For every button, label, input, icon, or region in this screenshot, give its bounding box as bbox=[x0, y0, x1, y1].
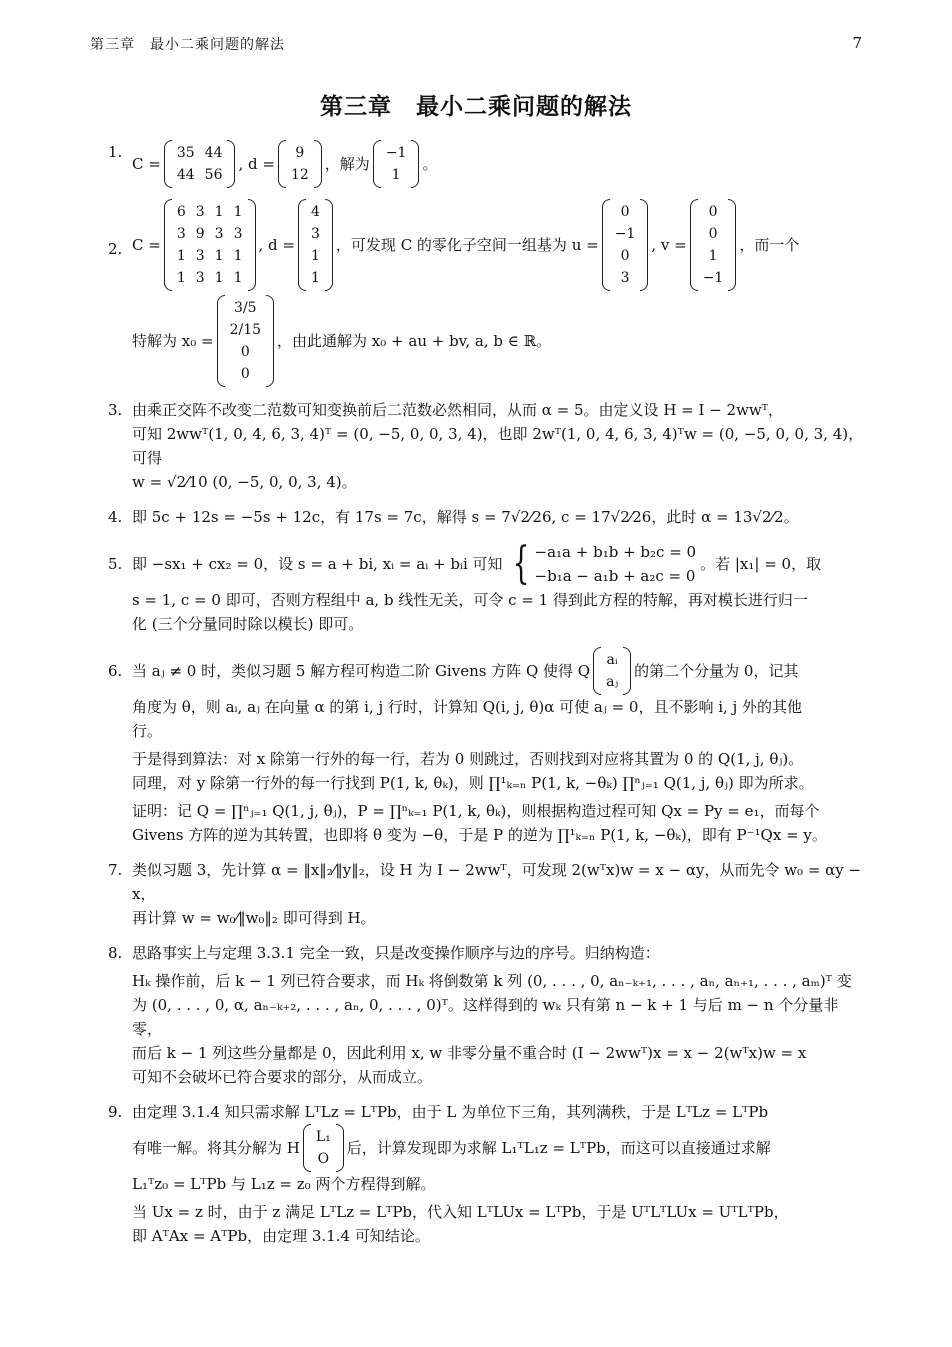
text-segment: 。若 |x₁| = 0，取 bbox=[700, 555, 822, 573]
page-number: 7 bbox=[852, 34, 862, 52]
text-line: 当 Ux = z 时，由于 z 满足 LᵀLz = LᵀPb，代入知 LᵀLUx = LᵀPb，于是 UᵀLᵀLUx = UᵀLᵀPb， bbox=[132, 1203, 789, 1221]
text-line: w = √2⁄10 (0, −5, 0, 0, 3, 4)。 bbox=[132, 473, 357, 491]
vector-d: 9 12 bbox=[278, 140, 322, 188]
solutions-list bbox=[108, 140, 866, 1259]
text-line: L₁ᵀz₀ = LᵀPb 与 L₁z = z₀ 两个方程得到解。 bbox=[132, 1175, 436, 1193]
text-segment: 。 bbox=[422, 155, 438, 173]
text-segment: , d = bbox=[238, 155, 275, 173]
problem-number: 3. bbox=[108, 401, 123, 419]
problem-number: 6. bbox=[108, 662, 123, 680]
vector-u: 0 −1 0 3 bbox=[602, 199, 649, 291]
problem-number: 9. bbox=[108, 1103, 123, 1121]
vector-d: 4 3 1 1 bbox=[298, 199, 333, 291]
text-line: 即 AᵀAx = AᵀPb，由定理 3.1.4 可知结论。 bbox=[132, 1227, 430, 1245]
text-segment: C = bbox=[132, 155, 161, 173]
text-line: Hₖ 操作前，后 k − 1 列已符合要求，而 Hₖ 将倒数第 k 列 (0, . . . , 0, aₙ₋ₖ₊₁, . . . , aₙ, aₙ₊₁, . . . , aₘ)ᵀ 变 bbox=[132, 972, 852, 990]
problem-number: 5. bbox=[108, 555, 123, 573]
text-line: 可知 2wwᵀ(1, 0, 4, 6, 3, 4)ᵀ = (0, −5, 0, 0, 3, 4)，也即 2wᵀ(1, 0, 4, 6, 3, 4)ᵀw = (0, −5, 0, 0, 3, 4)，可得 bbox=[132, 425, 864, 467]
text-line: 即 5c + 12s = −5s + 12c，有 17s = 7c，解得 s = 7√2⁄26, c = 17√2⁄26，此时 α = 13√2⁄2。 bbox=[132, 508, 799, 526]
text-line: 类似习题 3，先计算 α = ‖x‖₂⁄‖y‖₂，设 H 为 I − 2wwᵀ，可发现 2(wᵀx)w = x − αy，从而先令 w₀ = αy − x， bbox=[132, 861, 862, 903]
text-segment: C = bbox=[132, 236, 161, 254]
running-header: 第三章 最小二乘问题的解法 bbox=[90, 37, 285, 53]
text-line: 思路事实上与定理 3.3.1 完全一致，只是改变操作顺序与边的序号。归纳构造： bbox=[132, 944, 660, 962]
matrix-C: 6 3 1 1 3 9 3 3 1 3 1 1 1 3 1 1 bbox=[164, 199, 256, 291]
problem-2 bbox=[108, 199, 866, 387]
text-segment: , d = bbox=[258, 236, 295, 254]
text-segment: 特解为 x₀ = bbox=[132, 332, 214, 350]
text-segment: 有唯一解。将其分解为 H bbox=[132, 1139, 300, 1157]
text-segment: ，由此通解为 x₀ + au + bv, a, b ∈ ℝ。 bbox=[277, 332, 552, 350]
text-segment: 后，计算发现即为求解 L₁ᵀL₁z = LᵀPb，而这可以直接通过求解 bbox=[346, 1139, 771, 1157]
problem-number: 2. bbox=[108, 240, 123, 258]
problem-3 bbox=[108, 398, 866, 494]
text-segment: ，解为 bbox=[324, 155, 370, 173]
equation-system bbox=[507, 540, 697, 588]
vector-ai-aj: aᵢ aⱼ bbox=[593, 647, 631, 695]
particular-solution: 3/5 2/15 0 0 bbox=[217, 295, 274, 387]
text-segment: ，可发现 C 的零化子空间一组基为 u = bbox=[335, 236, 599, 254]
text-segment: 的第二个分量为 0，记其 bbox=[634, 662, 799, 680]
problem-8 bbox=[108, 941, 866, 1089]
text-segment: 即 −sx₁ + cx₂ = 0，设 s = a + bi, xᵢ = aᵢ + bᵢi 可知 bbox=[132, 555, 503, 573]
block-vector: L₁ O bbox=[303, 1124, 344, 1172]
text-line: 而后 k − 1 列这些分量都是 0，因此利用 x, w 非零分量不重合时 (I − 2wwᵀ)x = x − 2(wᵀx)w = x bbox=[132, 1044, 807, 1062]
text-segment: 当 aⱼ ≠ 0 时，类似习题 5 解方程可构造二阶 Givens 方阵 Q 使得 Q bbox=[132, 662, 591, 680]
equation: −a₁a + b₁b + b₂c = 0 bbox=[534, 543, 697, 561]
problem-number: 8. bbox=[108, 944, 123, 962]
problem-number: 1. bbox=[108, 143, 123, 161]
problem-4 bbox=[108, 505, 866, 529]
problem-5 bbox=[108, 540, 866, 636]
text-segment: ，而一个 bbox=[739, 236, 800, 254]
text-segment: , v = bbox=[651, 236, 687, 254]
text-line: 角度为 θ，则 aᵢ, aⱼ 在向量 α 的第 i, j 行时，计算知 Q(i, j, θ)α 可使 aⱼ = 0，且不影响 i, j 外的其他 bbox=[132, 698, 802, 716]
problem-6 bbox=[108, 647, 866, 847]
text-line: 化 (三个分量同时除以模长) 即可。 bbox=[132, 615, 364, 633]
solution-vector: −1 1 bbox=[373, 140, 420, 188]
text-line: 于是得到算法：对 x 除第一行外的每一行，若为 0 则跳过，否则找到对应将其置为 0 的 Q(1, j, θⱼ)。 bbox=[132, 750, 804, 768]
problem-number: 7. bbox=[108, 861, 123, 879]
problem-1 bbox=[108, 140, 866, 188]
text-line: 由定理 3.1.4 知只需求解 LᵀLz = LᵀPb，由于 L 为单位下三角，其列满秩，于是 LᵀLz = LᵀPb bbox=[132, 1103, 769, 1121]
text-line: Givens 方阵的逆为其转置，也即将 θ 变为 −θ，于是 P 的逆为 ∏¹ₖ₌ₙ P(1, k, −θₖ)，即有 P⁻¹Qx = y。 bbox=[132, 826, 827, 844]
text-line: 为 (0, . . . , 0, α, aₙ₋ₖ₊₂, . . . , aₙ, 0, . . . , 0)ᵀ。这样得到的 wₖ 只有第 n − k + 1 与后 m − n 个分量非零， bbox=[132, 996, 839, 1038]
chapter-title: 第三章 最小二乘问题的解法 bbox=[320, 94, 632, 120]
text-line: 再计算 w = w₀⁄‖w₀‖₂ 即可得到 H。 bbox=[132, 909, 376, 927]
problem-9 bbox=[108, 1100, 866, 1248]
text-line: 由乘正交阵不改变二范数可知变换前后二范数必然相同，从而 α = 5。由定义设 H = I − 2wwᵀ， bbox=[132, 401, 784, 419]
text-line: 证明：记 Q = ∏ⁿⱼ₌₁ Q(1, j, θⱼ)，P = ∏ⁿₖ₌₁ P(1, k, θₖ)，则根据构造过程可知 Qx = Py = e₁，而每个 bbox=[132, 802, 820, 820]
text-line: 同理，对 y 除第一行外的每一行找到 P(1, k, θₖ)，则 ∏¹ₖ₌ₙ P(1, k, −θₖ) ∏ⁿⱼ₌₁ Q(1, j, θⱼ) 即为所求。 bbox=[132, 774, 814, 792]
matrix-C: 35 44 44 56 bbox=[164, 140, 236, 188]
problem-7 bbox=[108, 858, 866, 930]
problem-number: 4. bbox=[108, 508, 123, 526]
equation: −b₁a − a₁b + a₂c = 0 bbox=[534, 567, 696, 585]
text-line: 可知不会破坏已符合要求的部分，从而成立。 bbox=[132, 1068, 433, 1086]
text-line: 行。 bbox=[132, 722, 163, 740]
vector-v: 0 0 1 −1 bbox=[690, 199, 737, 291]
left-brace: { bbox=[512, 538, 529, 589]
text-line: s = 1, c = 0 即可，否则方程组中 a, b 线性无关，可令 c = 1 得到此方程的特解，再对模长进行归一 bbox=[132, 591, 808, 609]
